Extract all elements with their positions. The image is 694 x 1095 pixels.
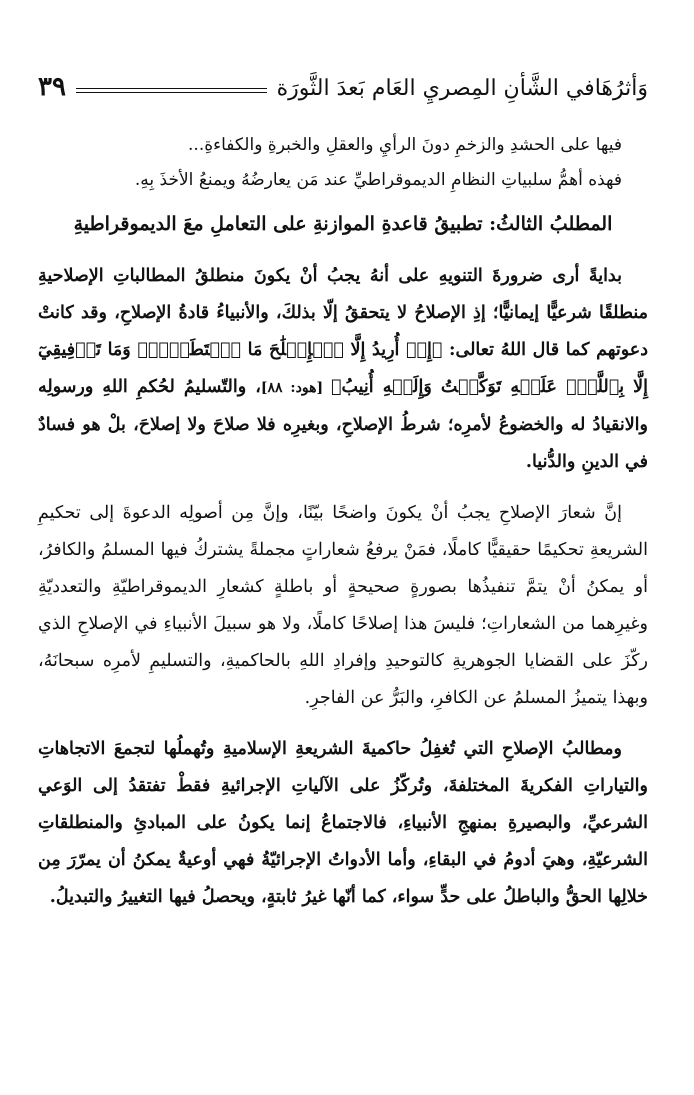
page-number: ٣٩ <box>38 72 66 103</box>
header-title: وَأثرُهَافي الشَّأنِ المِصريِ العَام بَعدَ الثَّورَة <box>276 75 648 101</box>
intro-line-1: فيها على الحشدِ والزخمِ دونَ الرأيِ والعقلِ والخبرةِ والكفاءةِ... <box>188 135 622 155</box>
paragraph-3: ومطالبُ الإصلاحِ التي تُغفِلُ حاكميةَ الشريعةِ الإسلاميةِ وتُهملُها لتجمعَ الاتجاهاتِ والتياراتِ الفكريةَ المختلفةَ، وتُركّزُ على الآلياتِ الإجرائيةِ فقطْ تفتقدُ إلى الوَعي الشرعيِّ، والبصيرةِ بمنهجِ الأنبياءِ، فالاجتماعُ إنما يكونُ على المبادئِ والمنطلقاتِ الشرعيّةِ، وهيَ أدومُ في البقاءِ، وأما الأدواتُ الإجرائيّةُ فهي أوعيةٌ يمكنُ أن يمرّرَ مِن خلالِها الحقُّ والباطلُ على حدٍّ سواء، كما أنّها غيرُ ثابتةٍ، ويحصلُ فيها التغييرُ والتبديلُ. <box>38 739 648 907</box>
paragraph-1-text-b: ، والتّسليمُ لحُكمِ اللهِ ورسولِه والانقيادُ له والخضوعُ لأمرِه؛ شرطُ الإصلاحِ، وبغيرِه فلا صلاحَ ولا إصلاحَ، بلْ هو فسادٌ في الدينِ والدُّنيا. <box>38 377 648 472</box>
running-header <box>38 62 648 102</box>
page-content <box>38 128 648 930</box>
paragraph-2: إنَّ شعارَ الإصلاحِ يجبُ أنْ يكونَ واضحًا بيّنًا، وإنَّ مِن أصولِه الدعوةَ إلى تحكيمِ الشريعةِ تحكيمًا حقيقيًّا كاملًا، فمَنْ يرفعُ شعاراتٍ مجملةً يشتركُ فيها المسلمُ والكافرُ، أو يمكنُ أنْ يتمَّ تنفيذُها بصورةٍ صحيحةٍ أو باطلةٍ كشعارِ الديموقراطيّةِ والتعدديّةِ وغيرِهما من الشعاراتِ؛ فليسَ هذا إصلاحًا كاملًا، ولا هو سبيلَ الأنبياءِ في الإصلاحِ الذي ركّزَ على القضايا الجوهريةِ كالتوحيدِ وإفرادِ اللهِ بالحاكميةِ، والتسليمِ لأمرِه سبحانَهُ، وبهذا يتميزُ المسلمُ عن الكافرِ، والبَرُّ عن الفاجرِ. <box>38 503 648 708</box>
verse-reference: [هود: ٨٨] <box>260 380 331 396</box>
paragraph-1 <box>38 258 648 481</box>
section-heading: المطلبُ الثالثُ: تطبيقُ قاعدةِ الموازنةِ على التعاملِ معَ الديموقراطيةِ <box>73 213 613 235</box>
intro-line-2: فهذه أهمُّ سلبياتِ النظامِ الديموقراطيِّ عند مَن يعارضُهُ ويمنعُ الأخذَ بِهِ. <box>134 170 622 190</box>
quran-verse: ﴿إِنۡ أُرِيدُ إِلَّا ٱلۡإِصۡلَٰحَ مَا ٱسۡتَطَعۡتُۚ وَمَا تَوۡفِيقِيٓ إِلَّا بِٱللَّهِۚ عَلَيۡهِ تَوَكَّلۡتُ وَإِلَيۡهِ أُنِيبُ﴾ <box>38 340 649 397</box>
header-rule <box>76 88 267 93</box>
paragraph-1-text-a: بدايةً أرى ضرورةَ التنويهِ على أنهُ يجبُ أنْ يكونَ منطلقُ المطالباتِ الإصلاحيةِ منطلقًا شرعيًّا إيمانيًّا؛ إذِ الإصلاحُ لا يتحققُ إلّا بذلكَ، والأنبياءُ قادةُ الإصلاحِ، وقد كانتْ دعوتهم كما قال اللهُ تعالى: <box>38 266 648 360</box>
